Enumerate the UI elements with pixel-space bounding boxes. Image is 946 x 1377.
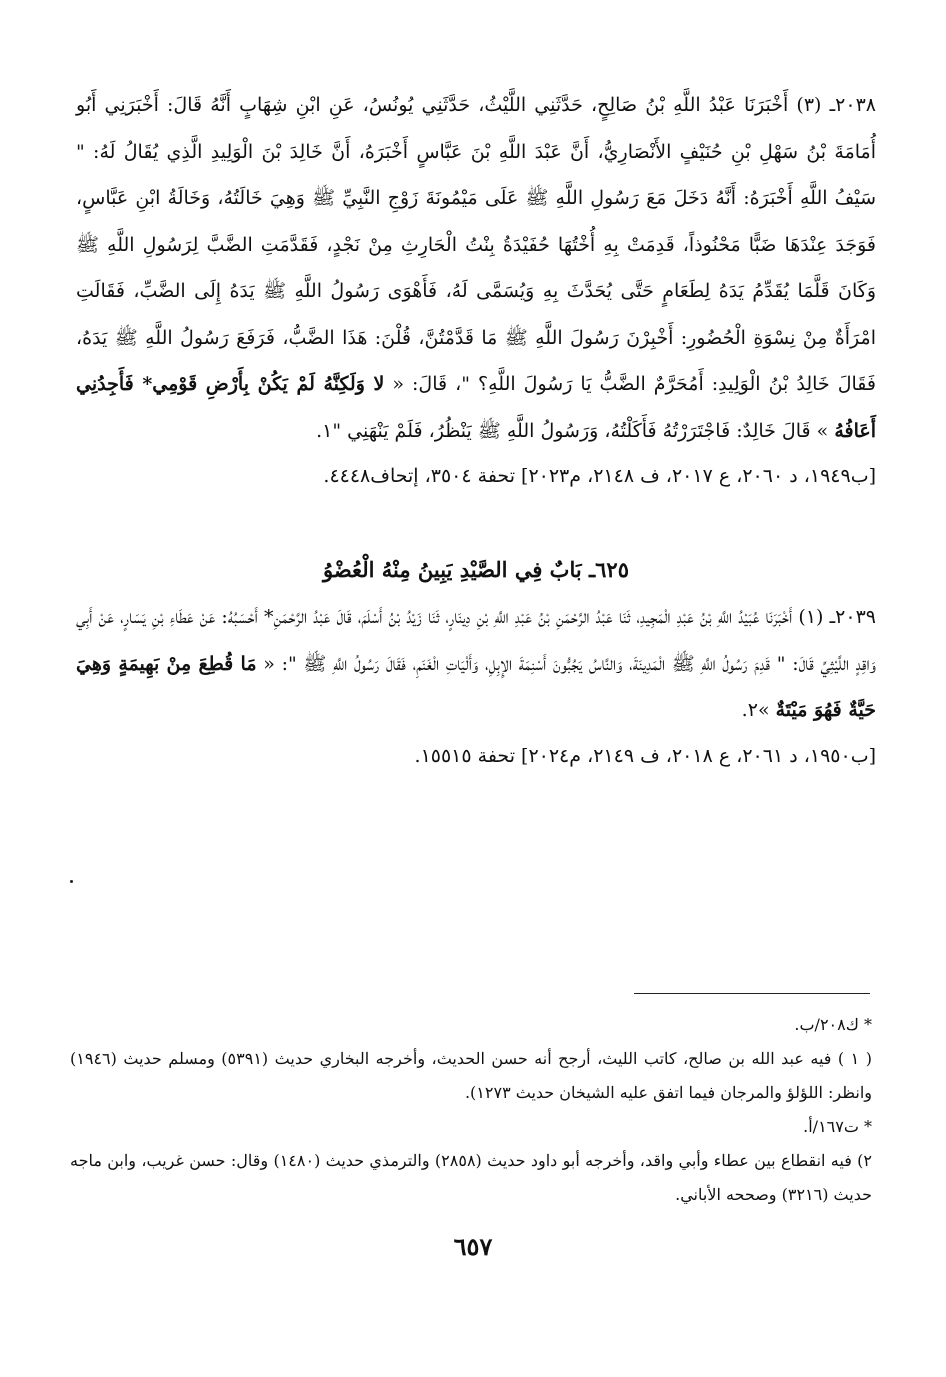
hadith-2039 <box>76 594 876 734</box>
hadith-2038-prophetic-quote: لا وَلَكِنَّهُ لَمْ يَكُنْ بِأَرْضِ قَوْمِي* فَأَجِدُنِي أَعَافُهُ <box>76 373 876 442</box>
main-text <box>76 82 876 772</box>
footnote-1: ( ١ ) فيه عبد الله بن صالح، كاتب الليث، أرجح أنه حسن الحديث، وأخرجه البخاري حديث (٥٣٩١) ومسلم حديث (١٩٤٦) وانظر: اللؤلؤ والمرجان فيما اتفق عليه الشيخان حديث ١٢٧٣). <box>70 1049 872 1102</box>
footnotes <box>70 1008 872 1212</box>
footnote-separator <box>634 993 870 994</box>
hadith-2038 <box>76 82 876 454</box>
hadith-2039-reference: [ب١٩٥٠، د ٢٠٦١، ع ٢٠١٨، ف ٢١٤٩، م٢٠٢٤] تحفة ١٥٥١٥. <box>414 744 876 767</box>
hadith-2039-text: ٢٠٣٩ـ (١) أَخْبَرَنَا عُبَيْدُ اللَّهِ بْنُ عَبْدِ الْمَجِيدِ، ثَنَا عَبْدُ الرَّحْمَنِ بْنُ عَبْدِ اللَّهِ بْنِ دِينَارٍ، ثَنَا زَيْدُ بْنُ أَسْلَمَ، قَالَ عَبْدُ الرَّحْمَنِ* أَحْسَبُهُ: عَنْ عَطَاءِ بْنِ يَسَارٍ، عَنْ أَبِي وَاقِدٍ اللَّيْثِيِّ قَالَ: " قَدِمَ رَسُولُ اللَّهِ ﷺ الْمَدِينَةَ، وَالنَّاسُ يَجُبُّونَ أَسْنِمَةَ الإِبِلِ، وَأَلْيَاتِ الْغَنَمِ، فَقَالَ رَسُولُ اللَّهِ ﷺ ": « <box>76 606 877 675</box>
footnote-marker-2: * ت١٦٧/أ. <box>803 1117 872 1136</box>
hadith-2038-text-after: » قَالَ خَالِدٌ: فَاجْتَرَرْتُهُ فَأَكَلْتُهُ، وَرَسُولُ اللَّهِ ﷺ يَنْظُرُ، فَلَمْ يَنْهَنِي "١. <box>316 419 835 442</box>
hadith-2038-text: ٢٠٣٨ـ (٣) أَخْبَرَنَا عَبْدُ اللَّهِ بْنُ صَالِحٍ، حَدَّثَنِي اللَّيْثُ، حَدَّثَنِي يُونُسُ، عَنِ ابْنِ شِهَابٍ أَنَّهُ قَالَ: أَخْبَرَنِي أَبُو أُمَامَةَ بْنُ سَهْلِ بْنِ حُنَيْفٍ الأَنْصَارِيُّ، أَنَّ عَبْدَ اللَّهِ بْنَ عَبَّاسٍ أَخْبَرَهُ، أَنَّ خَالِدَ بْنَ الْوَلِيدِ الَّذِي يُقَالُ لَهُ: " سَيْفُ اللَّهِ أَخْبَرَهُ: أَنَّهُ دَخَلَ مَعَ رَسُولِ اللَّهِ ﷺ عَلَى مَيْمُونَةَ زَوْجِ النَّبِيِّ ﷺ وَهِيَ خَالَتُهُ، وَخَالَةُ ابْنِ عَبَّاسٍ، فَوَجَدَ عِنْدَهَا ضَبًّا مَحْنُوذاً، قَدِمَتْ بِهِ أُخْتُهَا حُفَيْدَةُ بِنْتُ الْحَارِثِ مِنْ نَجْدٍ، فَقَدَّمَتِ الضَّبَّ لِرَسُولِ اللَّهِ ﷺ وَكَانَ قَلَّمَا يُقَدِّمُ يَدَهُ لِطَعَامٍ حَتَّى يُحَدَّثَ بِهِ وَيُسَمَّى لَهُ، فَأَهْوَى رَسُولُ اللَّهِ ﷺ يَدَهُ إِلَى الضَّبِّ، فَقَالَتِ امْرَأَةٌ مِنْ نِسْوَةِ الْحُضُورِ: أَخْبِرْنَ رَسُولَ اللَّهِ ﷺ مَا قَدَّمْتُنَّ، قُلْنَ: هَذَا الضَّبُّ، فَرَفَعَ رَسُولُ اللَّهِ ﷺ يَدَهُ، فَقَالَ خَالِدُ بْنُ الْوَلِيدِ: أَمُحَرَّمٌ الضَّبُّ يَا رَسُولَ اللَّهِ؟ "، قَالَ: <box>76 94 876 395</box>
hadith-2039-text-after: »٢. <box>741 699 776 721</box>
page-number: ٦٥٧ <box>453 1232 493 1261</box>
hadith-2039-prophetic-quote: مَا قُطِعَ مِنْ بَهِيمَةٍ وَهِيَ حَيَّةٌ فَهُوَ مَيْتَةٌ <box>76 652 876 721</box>
chapter-heading: ٦٢٥ـ بَابٌ فِي الصَّيْدِ يَبِينُ مِنْهُ الْعُضْوُ <box>323 557 629 582</box>
hadith-2038-reference: [ب١٩٤٩، د ٢٠٦٠، ع ٢٠١٧، ف ٢١٤٨، م٢٠٢٣] تحفة ٣٥٠٤، إتحاف٤٤٤٨. <box>323 465 876 487</box>
footnote-2: ٢) فيه انقطاع بين عطاء وأبي واقد، وأخرجه أبو داود حديث (٢٨٥٨) والترمذي حديث (١٤٨٠) وقال: حسن غريب، وابن ماجه حديث (٣٢١٦) وصححه الأباني. <box>70 1151 873 1204</box>
footnote-marker-1: * ك٢٠٨/ب. <box>794 1015 872 1034</box>
stray-dot <box>70 880 73 883</box>
quote-open: « <box>384 373 404 395</box>
